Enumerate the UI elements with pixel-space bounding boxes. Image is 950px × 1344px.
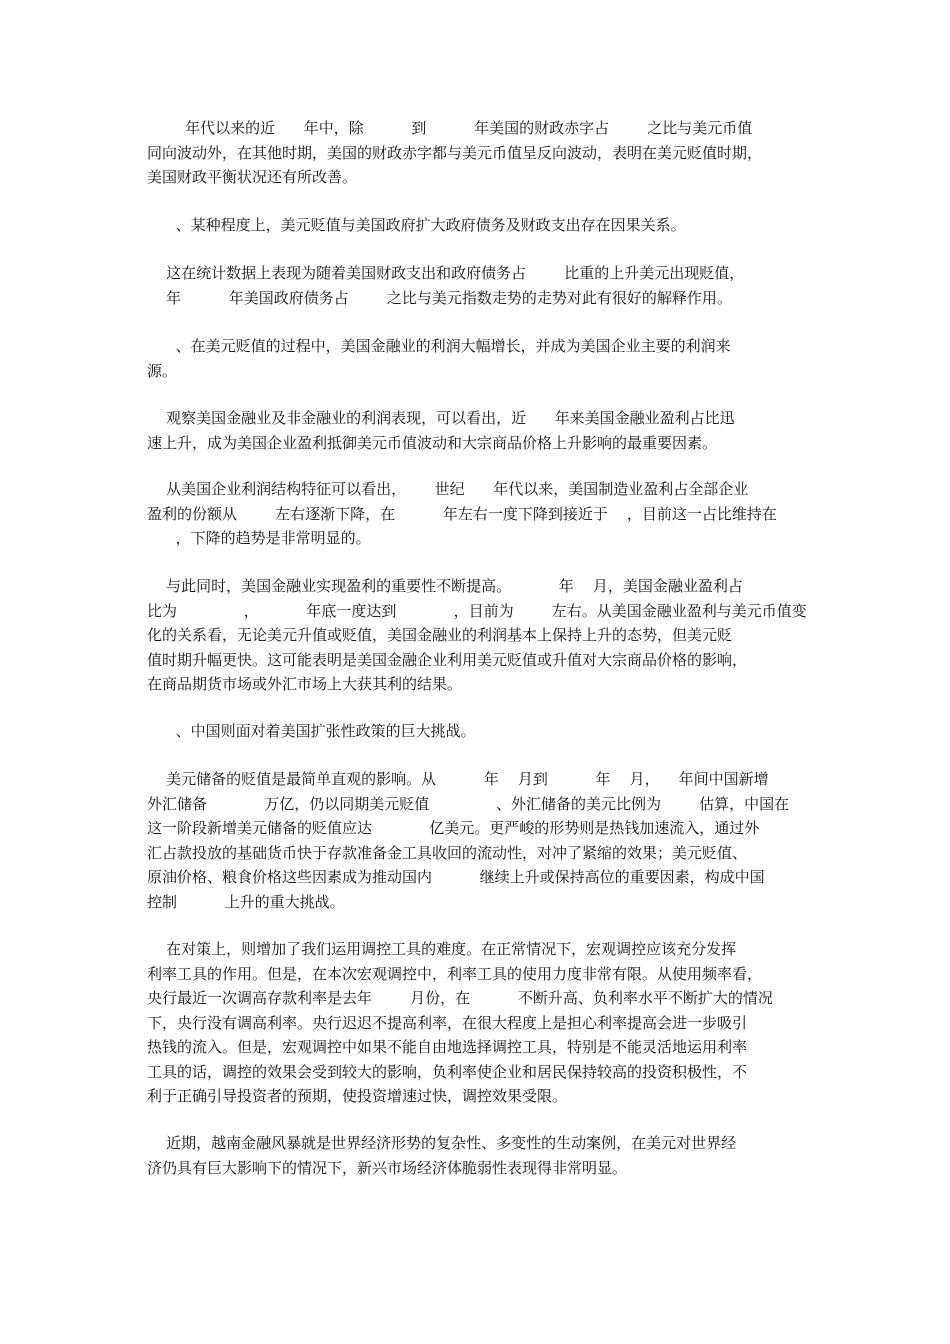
paragraph-line: 、在美元贬值的过程中，美国金融业的利润大幅增长，并成为美国企业主要的利润来: [147, 337, 731, 355]
paragraph-line: 原油价格、粮食价格这些因素成为推动国内 继续上升或保持高位的重要因素，构成中国: [147, 868, 765, 886]
paragraph-line: 比为 ， 年底一度达到 ，目前为 左右。从美国金融业盈利与美元币值变: [147, 601, 807, 620]
paragraph-line: 盈利的份额从 左右逐渐下降，在 年左右一度下降到接近于 ，目前这一占比维持在: [147, 504, 777, 523]
paragraph-line: 汇占款投放的基础货币快于存款准备金工具收回的流动性，对冲了紧缩的效果；美元贬值、: [147, 843, 748, 862]
paragraph-line: 源。: [147, 361, 178, 380]
paragraph-line: 这一阶段新增美元储备的贬值应达 亿美元。更严峻的形势则是热钱加速流入，通过外: [147, 819, 760, 837]
paragraph-3: [147, 261, 810, 310]
paragraph-10: [147, 937, 810, 1109]
paragraph-line: 利于正确引导投资者的预期，使投资增速过快，调控效果受限。: [147, 1087, 568, 1105]
paragraph-8: [147, 719, 810, 744]
paragraph-4: [147, 334, 810, 383]
paragraph-11: [147, 1131, 810, 1180]
paragraph-line: 年 年美国政府债务占 之比与美元指数走势的走势对此有很好的解释作用。: [147, 288, 732, 307]
paragraph-line: 与此同时，美国金融业实现盈利的重要性不断提高。 年 月，美国金融业盈利占: [147, 577, 743, 595]
paragraph-line: ，下降的趋势是非常明显的。: [147, 529, 371, 547]
paragraph-7: [147, 574, 810, 697]
paragraph-line: 化的关系看，无论美元升值或贬值，美国金融业的利润基本上保持上升的态势，但美元贬: [147, 626, 733, 644]
paragraph-line: 下，央行没有调高利率。央行迟迟不提高利率，在很大程度上是担心利率提高会进一步吸引: [147, 1013, 748, 1032]
paragraph-2: [147, 213, 810, 238]
paragraph-line: 美国财政平衡状况还有所改善。: [147, 168, 358, 186]
paragraph-line: 工具的话，调控的效果会受到较大的影响，负利率使企业和居民保持较高的投资积极性，不: [147, 1062, 748, 1081]
paragraph-9: [147, 767, 810, 914]
paragraph-line: 外汇储备 万亿，仍以同期美元贬值 、外汇储备的美元比例为 估算，中国在: [147, 794, 790, 813]
paragraph-line: 速上升，成为美国企业盈利抵御美元币值波动和大宗商品价格上升影响的最重要因素。: [147, 433, 718, 452]
paragraph-5: [147, 406, 810, 455]
paragraph-line: 热钱的流入。但是，宏观调控中如果不能自由地选择调控工具，特别是不能灵活地运用利率: [147, 1038, 748, 1056]
paragraph-line: 美元储备的贬值是最简单直观的影响。从 年 月到 年 月， 年间中国新增: [147, 770, 769, 788]
paragraph-line: 近期，越南金融风暴就是世界经济形势的复杂性、多变性的生动案例，在美元对世界经: [147, 1134, 737, 1152]
paragraph-line: 利率工具的作用。但是，在本次宏观调控中，利率工具的使用力度非常有限。从使用频率看，: [147, 964, 763, 983]
paragraph-6: [147, 477, 810, 551]
paragraph-line: 、某种程度上，美元贬值与美国政府扩大政府债务及财政支出存在因果关系。: [147, 216, 686, 234]
paragraph-line: 、中国则面对着美国扩张性政策的巨大挑战。: [147, 722, 476, 740]
paragraph-line: 控制 上升的重大挑战。: [147, 892, 345, 911]
paragraph-line: 从美国企业利润结构特征可以看出， 世纪 年代以来，美国制造业盈利占全部企业: [147, 480, 749, 498]
paragraph-line: 值时期升幅更快。这可能表明是美国金融企业利用美元贬值或升值对大宗商品价格的影响，: [147, 650, 748, 669]
paragraph-line: 济仍具有巨大影响下的情况下，新兴市场经济体脆弱性表现得非常明显。: [147, 1158, 628, 1177]
paragraph-line: 同向波动外，在其他时期，美国的财政赤字都与美元币值呈反向波动，表明在美元贬值时期，: [147, 143, 763, 162]
paragraph-line: 央行最近一次调高存款利率是去年 月份，在 不断升高、负利率水平不断扩大的情况: [147, 989, 773, 1007]
paragraph-line: 在商品期货市场或外汇市场上大获其利的结果。: [147, 675, 463, 693]
paragraph-line: 年代以来的近 年中，除 到 年美国的财政赤字占 之比与美元币值: [147, 119, 753, 137]
paragraph-line: 观察美国金融业及非金融业的利润表现，可以看出，近 年来美国金融业盈利占比迅: [147, 409, 735, 427]
paragraph-line: 在对策上，则增加了我们运用调控工具的难度。在正常情况下，宏观调控应该充分发挥: [147, 940, 737, 958]
paragraph-line: 这在统计数据上表现为随着美国财政支出和政府债务占 比重的上升美元出现贬值，: [147, 264, 745, 282]
paragraph-1: [147, 116, 810, 190]
